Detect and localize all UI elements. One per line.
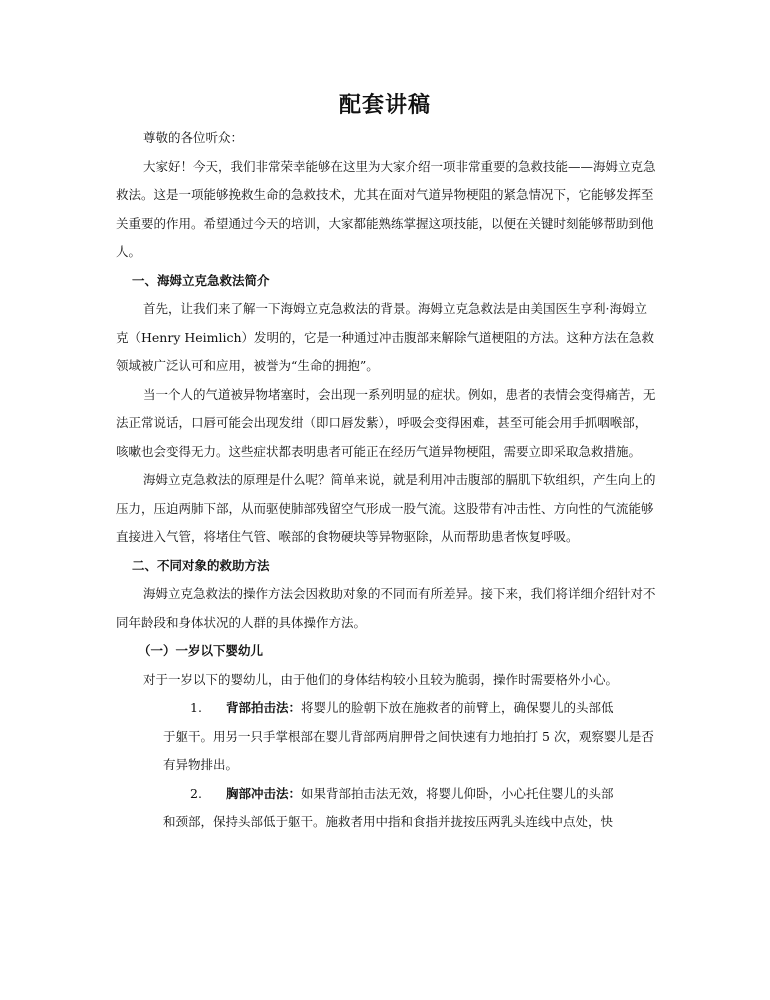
list-item [116,780,656,837]
subsection-heading: （一）一岁以下婴幼儿 [138,643,264,658]
paragraph: 当一个人的气道被异物堵塞时，会出现一系列明显的症状。例如，患者的表情会变得痛苦，无法正常说话，口唇可能会出现发绀（即口唇发紫），呼吸会变得困难，甚至可能会用手抓咽喉部，咳嗽也会变得无力。这些症状都表明患者可能正在经历气道异物梗阻，需要立即采取急救措施。 [116,386,656,459]
list-text: 将婴儿的脸朝下放在施救者的前臂上，确保婴儿的头部低 [301,700,614,715]
list-first-line [163,780,656,809]
list-label: 胸部冲击法： [226,785,302,801]
list-text: 如果背部拍击法无效，将婴儿仰卧，小心托住婴儿的头部 [301,785,614,801]
paragraph: 对于一岁以下的婴幼儿，由于他们的身体结构较小且较为脆弱，操作时需要格外小心。 [143,671,619,687]
section-heading: 二、不同对象的救助方法 [132,557,270,573]
document-body [116,124,656,837]
list-number: 1. [190,700,202,715]
list-item [116,694,656,780]
list-label: 背部拍击法： [226,700,302,715]
list-text-continued: 和颈部，保持头部低于躯干。施救者用中指和食指并拢按压两乳头连线中点处，快 [163,814,614,829]
paragraph: 海姆立克急救法的操作方法会因救助对象的不同而有所差异。接下来，我们将详细介绍针对不同年龄段和身体状况的人群的具体操作方法。 [116,586,656,630]
salutation: 尊敬的各位听众： [143,130,244,145]
list-text-continued: 于躯干。用另一只手掌根部在婴儿背部两肩胛骨之间快速有力地拍打 5 次，观察婴儿是否有异物排出。 [163,728,654,772]
document-title: 配套讲稿 [338,92,431,118]
section-heading: 一、海姆立克急救法简介 [132,272,270,288]
list-first-line [163,694,656,723]
paragraph: 海姆立克急救法的原理是什么呢？简单来说，就是利用冲击腹部的膈肌下软组织，产生向上的压力，压迫两肺下部，从而驱使肺部残留空气形成一股气流。这股带有冲击性、方向性的气流能够直接进入气管，将堵住气管、喉部的食物硬块等异物驱除，从而帮助患者恢复呼吸。 [116,472,656,544]
paragraph: 首先，让我们来了解一下海姆立克急救法的背景。海姆立克急救法是由美国医生亨利·海姆立克（Henry Heimlich）发明的，它是一种通过冲击腹部来解除气道梗阻的方法。这种方法在急救领域被广泛认可和应用，被誉为“生命的拥抱”。 [116,301,655,373]
list-number: 2. [190,785,202,801]
intro-paragraph: 大家好！今天，我们非常荣幸能够在这里为大家介绍一项非常重要的急救技能——海姆立克急救法。这是一项能够挽救生命的急救技术，尤其在面对气道异物梗阻的紧急情况下，它能够发挥至关重要的作用。希望通过今天的培训，大家都能熟练掌握这项技能，以便在关键时刻能够帮助到他人。 [116,158,656,259]
